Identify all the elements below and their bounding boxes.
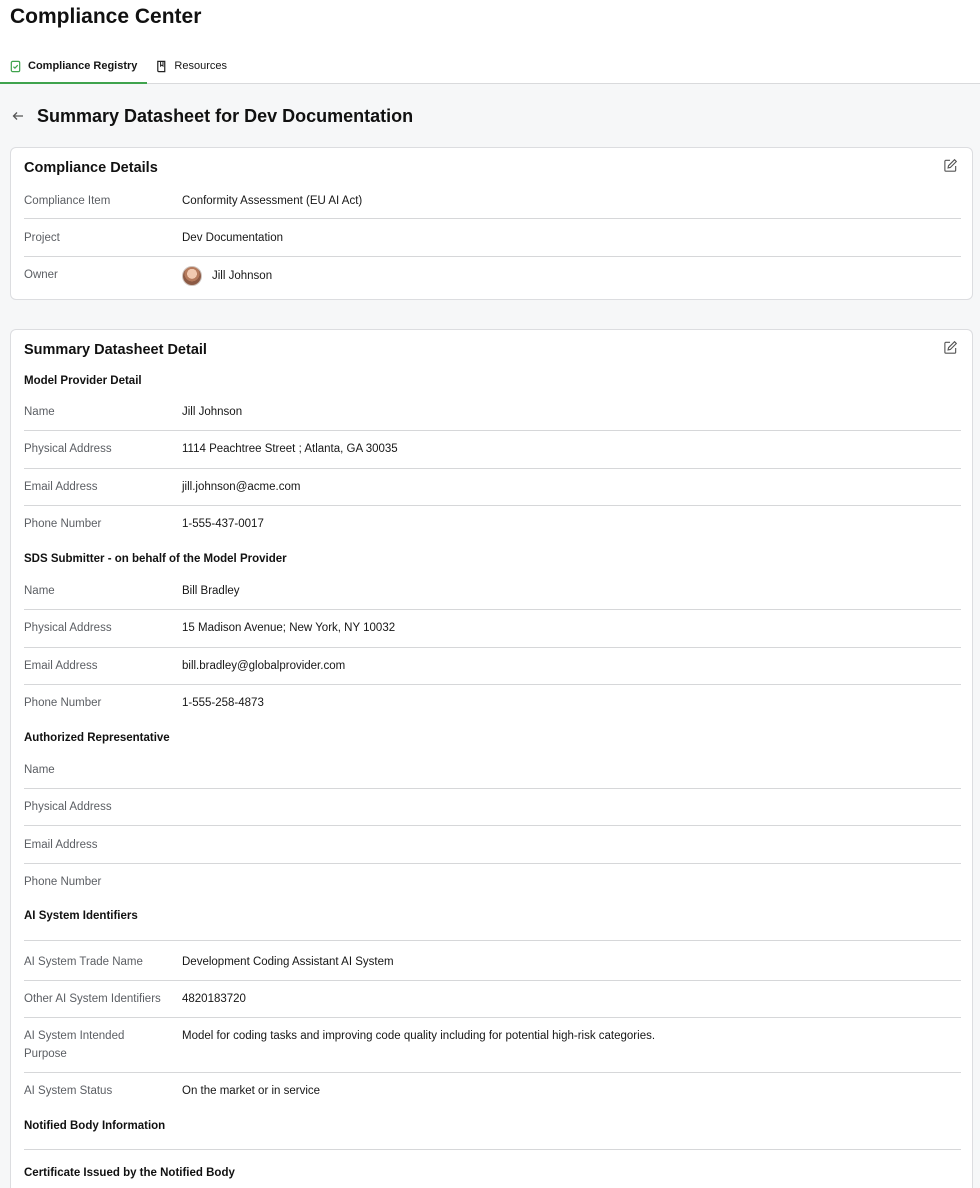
row-value: 1114 Peachtree Street ; Atlanta, GA 30035 (182, 443, 398, 455)
row-label: Name (24, 406, 55, 418)
row-label-line: AI System Intended (24, 1030, 125, 1042)
row-label: Name (24, 585, 55, 597)
row-label: Project (24, 232, 60, 244)
tab-resources[interactable] (147, 50, 237, 84)
card-title: Compliance Details (24, 160, 158, 176)
row-label: Physical Address (24, 443, 112, 455)
section-heading-ai-system-identifiers: AI System Identifiers (24, 910, 138, 922)
row-label: AI System Status (24, 1085, 113, 1097)
owner-name: Jill Johnson (212, 269, 273, 282)
section-heading-notified-body: Notified Body Information (24, 1120, 166, 1132)
divider (24, 430, 961, 431)
row-value: Jill Johnson (182, 406, 243, 418)
summary-datasheet-card (10, 329, 973, 1188)
row-value: Conformity Assessment (EU AI Act) (182, 195, 363, 207)
registry-icon (9, 60, 22, 73)
row-value: 15 Madison Avenue; New York, NY 10032 (182, 622, 396, 634)
divider (24, 1072, 961, 1073)
compliance-details-card (10, 147, 973, 300)
divider (24, 863, 961, 864)
row-value: Development Coding Assistant AI System (182, 956, 394, 968)
row-label-line: Purpose (24, 1047, 67, 1060)
bookmark-book-icon (155, 60, 168, 73)
edit-icon[interactable] (943, 158, 958, 173)
row-label: Phone Number (24, 518, 102, 530)
back-arrow-icon[interactable] (10, 108, 26, 124)
divider (24, 980, 961, 981)
card-title: Summary Datasheet Detail (24, 342, 207, 358)
row-value: bill.bradley@globalprovider.com (182, 660, 346, 672)
row-label (24, 1028, 174, 1063)
row-value: Model for coding tasks and improving code quality including for potential high-risk categories. (182, 1030, 656, 1042)
section-heading-sds-submitter: SDS Submitter - on behalf of the Model Provider (24, 553, 287, 565)
row-label: Phone Number (24, 876, 102, 888)
row-label: Name (24, 764, 55, 776)
tab-bar (0, 50, 237, 84)
tab-label: Resources (174, 60, 227, 72)
row-value: 1-555-437-0017 (182, 518, 264, 530)
row-value: jill.johnson@acme.com (182, 481, 301, 493)
page-header (10, 103, 413, 129)
edit-icon[interactable] (943, 340, 958, 355)
divider (24, 788, 961, 789)
divider (24, 468, 961, 469)
divider (24, 1017, 961, 1018)
divider (24, 505, 961, 506)
row-value: On the market or in service (182, 1085, 321, 1097)
row-label: Email Address (24, 481, 98, 493)
row-value: 4820183720 (182, 993, 246, 1005)
avatar (182, 266, 202, 286)
row-value: 1-555-258-4873 (182, 697, 264, 709)
divider (24, 1149, 961, 1150)
section-heading-certificate: Certificate Issued by the Notified Body (24, 1167, 235, 1179)
top-bar (0, 0, 980, 84)
section-heading-model-provider: Model Provider Detail (24, 375, 142, 387)
divider (24, 256, 961, 257)
row-label: Physical Address (24, 622, 112, 634)
tab-label: Compliance Registry (28, 60, 138, 72)
owner-value (182, 266, 272, 286)
row-label: Email Address (24, 839, 98, 851)
row-label: AI System Trade Name (24, 956, 143, 968)
tab-compliance-registry[interactable] (0, 50, 147, 84)
row-label: Owner (24, 269, 58, 281)
divider (24, 825, 961, 826)
divider (24, 218, 961, 219)
page-title: Summary Datasheet for Dev Documentation (37, 105, 414, 126)
row-label: Compliance Item (24, 195, 111, 207)
divider (24, 684, 961, 685)
divider (24, 609, 961, 610)
section-heading-authorized-representative: Authorized Representative (24, 732, 170, 744)
divider (24, 647, 961, 648)
row-value: Bill Bradley (182, 585, 240, 597)
app-title: Compliance Center (10, 5, 202, 28)
divider (24, 940, 961, 941)
row-label: Email Address (24, 660, 98, 672)
row-label: Phone Number (24, 697, 102, 709)
row-value: Dev Documentation (182, 232, 283, 244)
row-label: Physical Address (24, 801, 112, 813)
row-label: Other AI System Identifiers (24, 993, 161, 1005)
